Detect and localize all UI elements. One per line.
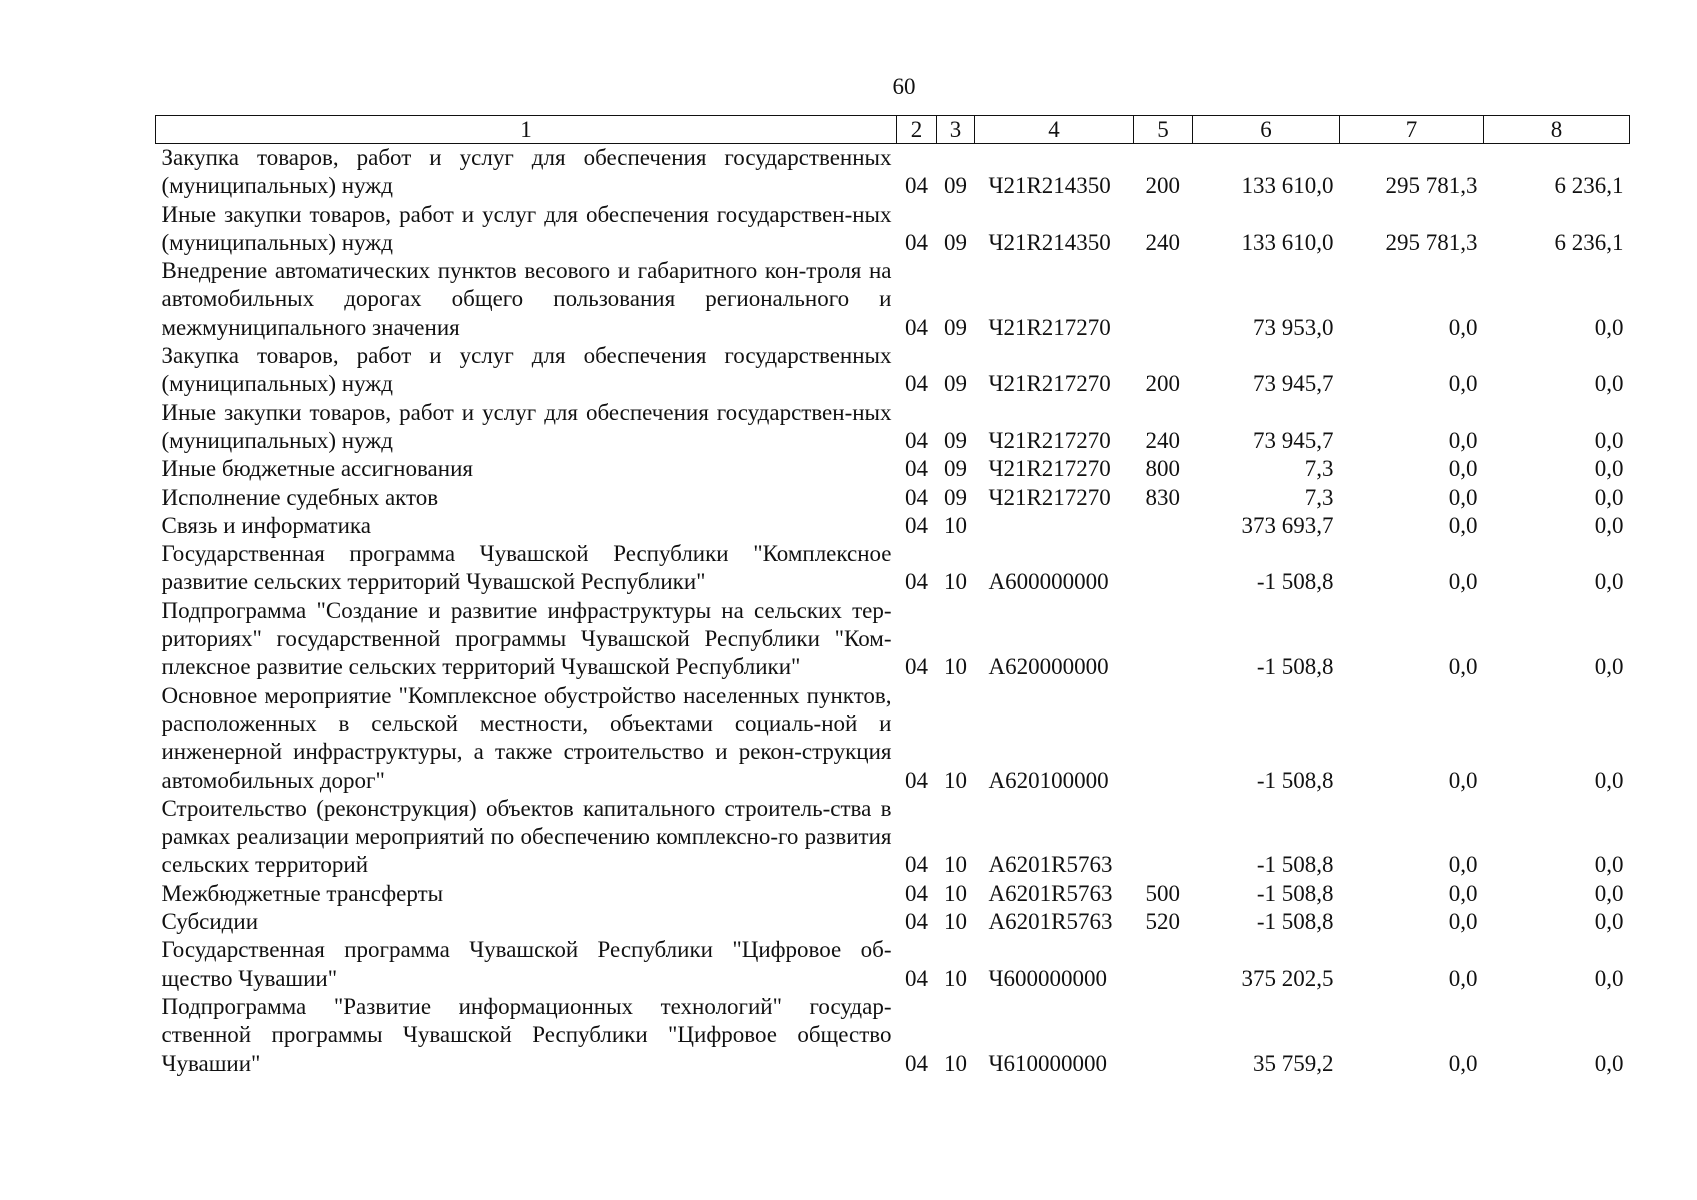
target-article-cell: А600000000	[988, 569, 1109, 595]
table-row	[156, 257, 1630, 342]
section-code-cell: 04	[905, 371, 928, 397]
target-article-cell: Ч21R217270	[988, 456, 1111, 482]
description-cell: Подпрограмма "Развитие информационных технологий" государ-ственной программы Чувашской Республики "Цифровое общество Чувашии"	[161, 993, 892, 1076]
subsection-code-cell: 10	[944, 852, 967, 878]
target-article-cell: А6201R5763	[988, 852, 1113, 878]
budget-table	[155, 115, 1630, 1078]
subsection-code-cell: 10	[944, 512, 967, 538]
amount-2021-cell: 375 202,5	[1241, 965, 1334, 991]
amount-2022-cell: 295 781,3	[1385, 229, 1478, 255]
amount-2023-cell: 0,0	[1594, 314, 1624, 340]
amount-2022-cell: 0,0	[1448, 512, 1478, 538]
description-cell: Связь и информатика	[161, 512, 371, 538]
section-code-cell: 04	[905, 512, 928, 538]
subsection-code-cell: 10	[944, 654, 967, 680]
amount-2022-cell: 0,0	[1448, 880, 1478, 906]
expense-type-cell: 520	[1145, 909, 1180, 935]
description-cell: Подпрограмма "Создание и развитие инфраструктуры на сельских тер-риториях" государственной программы Чувашской Республики "Ком-плексное развитие сельских территорий Чувашской Республики"	[161, 597, 892, 680]
column-header: 1	[156, 116, 897, 144]
amount-2021-cell: 73 945,7	[1253, 371, 1334, 397]
expense-type-cell	[1134, 540, 1193, 597]
table-row	[156, 512, 1630, 540]
target-article-cell: Ч21R217270	[988, 371, 1111, 397]
header-row	[156, 116, 1630, 144]
target-article-cell: Ч21R214350	[988, 229, 1111, 255]
description-cell: Государственная программа Чувашской Республики "Цифровое об-щество Чувашии"	[161, 937, 892, 991]
table-row	[156, 880, 1630, 908]
amount-2023-cell: 0,0	[1594, 1050, 1624, 1076]
amount-2022-cell: 0,0	[1448, 314, 1478, 340]
amount-2021-cell: -1 508,8	[1256, 569, 1334, 595]
description-cell: Исполнение судебных актов	[161, 484, 439, 510]
column-header: 4	[975, 116, 1134, 144]
expense-type-cell	[1134, 597, 1193, 682]
description-cell: Закупка товаров, работ и услуг для обеспечения государственных (муниципальных) нужд	[161, 343, 892, 397]
page-number: 60	[892, 74, 916, 99]
amount-2021-cell: -1 508,8	[1256, 852, 1334, 878]
section-code-cell: 04	[905, 173, 928, 199]
amount-2022-cell: 0,0	[1448, 654, 1478, 680]
table-row	[156, 540, 1630, 597]
description-cell: Иные закупки товаров, работ и услуг для обеспечения государствен-ных (муниципальных) нужд	[161, 399, 892, 453]
expense-type-cell	[1134, 795, 1193, 880]
target-article-cell: А620100000	[988, 767, 1109, 793]
subsection-code-cell: 09	[944, 229, 967, 255]
expense-type-cell: 240	[1145, 427, 1180, 453]
column-header: 7	[1340, 116, 1484, 144]
section-code-cell: 04	[905, 427, 928, 453]
subsection-code-cell: 10	[944, 880, 967, 906]
expense-type-cell	[1134, 993, 1193, 1078]
table-row	[156, 455, 1630, 483]
subsection-code-cell: 10	[944, 965, 967, 991]
description-cell: Строительство (реконструкция) объектов капитального строитель-ства в рамках реализации мероприятий по обеспечению комплексно-го развития сельских территорий	[161, 795, 892, 878]
expense-type-cell: 200	[1145, 173, 1180, 199]
target-article-cell: А6201R5763	[988, 909, 1113, 935]
amount-2022-cell: 0,0	[1448, 456, 1478, 482]
amount-2023-cell: 0,0	[1594, 767, 1624, 793]
amount-2022-cell: 0,0	[1448, 767, 1478, 793]
amount-2023-cell: 0,0	[1594, 456, 1624, 482]
amount-2022-cell: 0,0	[1448, 1050, 1478, 1076]
amount-2023-cell: 0,0	[1594, 880, 1624, 906]
section-code-cell: 04	[905, 654, 928, 680]
section-code-cell: 04	[905, 909, 928, 935]
target-article-cell: Ч21R214350	[988, 173, 1111, 199]
target-article-cell: А6201R5763	[988, 880, 1113, 906]
column-header: 8	[1484, 116, 1630, 144]
section-code-cell: 04	[905, 767, 928, 793]
section-code-cell: 04	[905, 965, 928, 991]
amount-2022-cell: 0,0	[1448, 909, 1478, 935]
amount-2021-cell: 73 945,7	[1253, 427, 1334, 453]
section-code-cell: 04	[905, 456, 928, 482]
table-row	[156, 399, 1630, 456]
target-article-cell: Ч21R217270	[988, 314, 1111, 340]
amount-2023-cell: 6 236,1	[1554, 173, 1624, 199]
description-cell: Иные бюджетные ассигнования	[161, 456, 473, 482]
expense-type-cell: 200	[1145, 371, 1180, 397]
description-cell: Внедрение автоматических пунктов весового и габаритного кон-троля на автомобильных дорогах общего пользования регионального и межмуниципального значения	[161, 258, 892, 340]
amount-2021-cell: 7,3	[1304, 456, 1334, 482]
amount-2023-cell: 0,0	[1594, 852, 1624, 878]
column-header: 3	[937, 116, 975, 144]
table-row	[156, 484, 1630, 512]
table-row	[156, 795, 1630, 880]
subsection-code-cell: 09	[944, 173, 967, 199]
description-cell: Иные закупки товаров, работ и услуг для обеспечения государствен-ных (муниципальных) нужд	[161, 201, 892, 255]
amount-2023-cell: 0,0	[1594, 484, 1624, 510]
description-cell: Закупка товаров, работ и услуг для обеспечения государственных (муниципальных) нужд	[161, 145, 892, 199]
amount-2023-cell: 0,0	[1594, 654, 1624, 680]
expense-type-cell	[1134, 936, 1193, 993]
subsection-code-cell: 10	[944, 1050, 967, 1076]
amount-2021-cell: -1 508,8	[1256, 880, 1334, 906]
amount-2022-cell: 0,0	[1448, 484, 1478, 510]
expense-type-cell	[1134, 512, 1193, 540]
table-row	[156, 993, 1630, 1078]
table-row	[156, 144, 1630, 201]
amount-2021-cell: -1 508,8	[1256, 654, 1334, 680]
subsection-code-cell: 09	[944, 314, 967, 340]
amount-2022-cell: 0,0	[1448, 852, 1478, 878]
table-row	[156, 682, 1630, 795]
expense-type-cell: 800	[1145, 456, 1180, 482]
target-article-cell: Ч21R217270	[988, 427, 1111, 453]
section-code-cell: 04	[905, 484, 928, 510]
subsection-code-cell: 09	[944, 456, 967, 482]
description-cell: Основное мероприятие "Комплексное обустройство населенных пунктов, расположенных в сельской местности, объектами социаль-ной и инженерной инфраструктуры, а также строительство и рекон-струкция автомобильных дорог"	[161, 682, 892, 793]
description-cell: Субсидии	[161, 909, 259, 935]
description-cell: Государственная программа Чувашской Республики "Комплексное развитие сельских территорий Чувашской Республики"	[161, 541, 892, 595]
subsection-code-cell: 09	[944, 371, 967, 397]
amount-2021-cell: 35 759,2	[1253, 1050, 1334, 1076]
section-code-cell: 04	[905, 229, 928, 255]
amount-2021-cell: 133 610,0	[1241, 173, 1334, 199]
expense-type-cell: 830	[1145, 484, 1180, 510]
amount-2022-cell: 0,0	[1448, 371, 1478, 397]
table-row	[156, 597, 1630, 682]
amount-2021-cell: 73 953,0	[1253, 314, 1334, 340]
section-code-cell: 04	[905, 880, 928, 906]
section-code-cell: 04	[905, 1050, 928, 1076]
subsection-code-cell: 09	[944, 484, 967, 510]
amount-2021-cell: -1 508,8	[1256, 767, 1334, 793]
target-article-cell: Ч610000000	[988, 1050, 1107, 1076]
amount-2022-cell: 0,0	[1448, 965, 1478, 991]
target-article-cell: Ч600000000	[988, 965, 1107, 991]
column-header: 2	[897, 116, 937, 144]
amount-2023-cell: 0,0	[1594, 909, 1624, 935]
expense-type-cell: 500	[1145, 880, 1180, 906]
column-header: 6	[1193, 116, 1340, 144]
amount-2023-cell: 0,0	[1594, 569, 1624, 595]
section-code-cell: 04	[905, 314, 928, 340]
section-code-cell: 04	[905, 852, 928, 878]
amount-2022-cell: 0,0	[1448, 427, 1478, 453]
amount-2021-cell: 373 693,7	[1241, 512, 1334, 538]
subsection-code-cell: 10	[944, 569, 967, 595]
target-article-cell	[975, 512, 1134, 540]
amount-2021-cell: -1 508,8	[1256, 909, 1334, 935]
amount-2022-cell: 295 781,3	[1385, 173, 1478, 199]
expense-type-cell	[1134, 682, 1193, 795]
expense-type-cell: 240	[1145, 229, 1180, 255]
amount-2023-cell: 0,0	[1594, 512, 1624, 538]
column-header: 5	[1134, 116, 1193, 144]
subsection-code-cell: 09	[944, 427, 967, 453]
description-cell: Межбюджетные трансферты	[161, 880, 444, 906]
expense-type-cell	[1134, 257, 1193, 342]
table-row	[156, 201, 1630, 258]
target-article-cell: А620000000	[988, 654, 1109, 680]
subsection-code-cell: 10	[944, 909, 967, 935]
amount-2022-cell: 0,0	[1448, 569, 1478, 595]
target-article-cell: Ч21R217270	[988, 484, 1111, 510]
amount-2023-cell: 0,0	[1594, 371, 1624, 397]
amount-2021-cell: 133 610,0	[1241, 229, 1334, 255]
amount-2023-cell: 0,0	[1594, 427, 1624, 453]
table-row	[156, 342, 1630, 399]
amount-2021-cell: 7,3	[1304, 484, 1334, 510]
amount-2023-cell: 6 236,1	[1554, 229, 1624, 255]
subsection-code-cell: 10	[944, 767, 967, 793]
section-code-cell: 04	[905, 569, 928, 595]
amount-2023-cell: 0,0	[1594, 965, 1624, 991]
table-row	[156, 936, 1630, 993]
table-row	[156, 908, 1630, 936]
